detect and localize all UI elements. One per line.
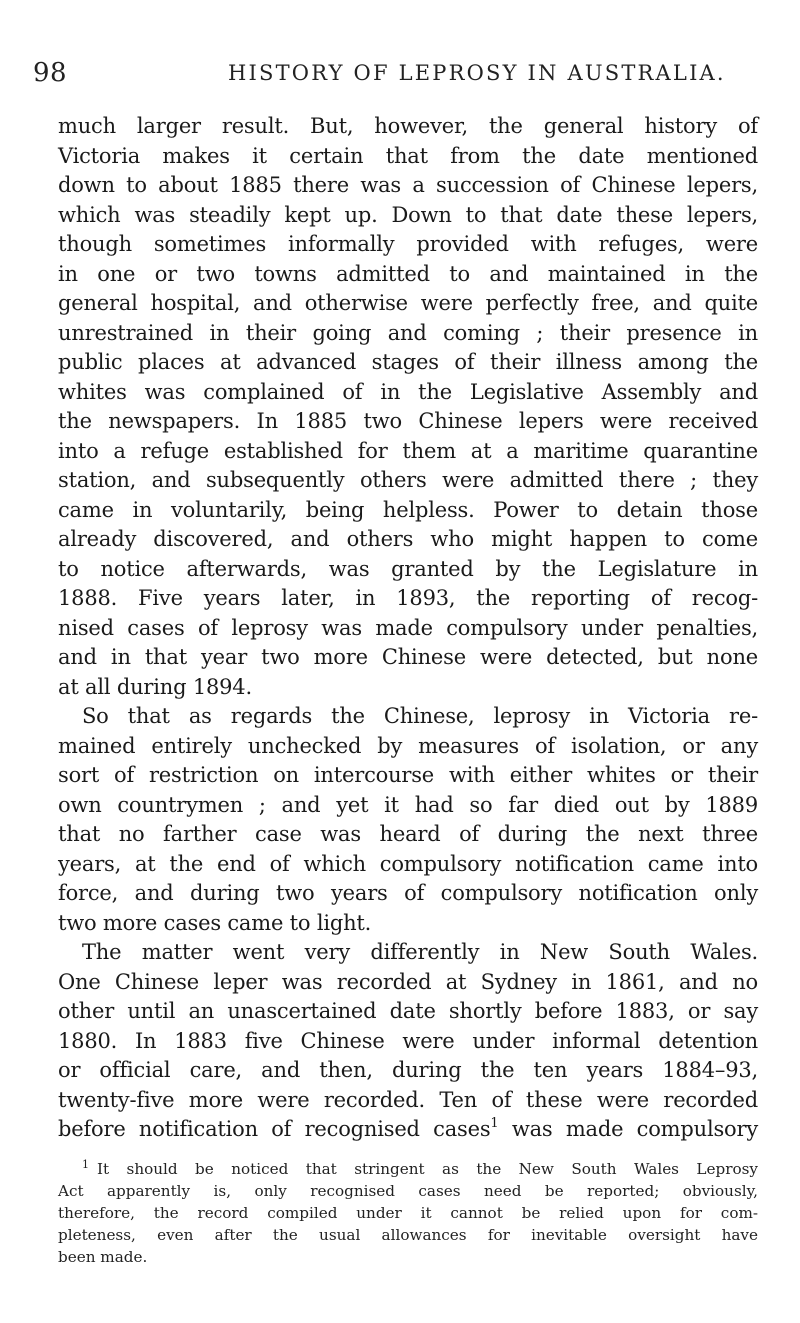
footnote-marker: 1 xyxy=(82,1158,89,1171)
text-line: nised cases of leprosy was made compulsory under penalties, xyxy=(58,615,758,640)
text-line: down to about 1885 there was a succession of Chinese lepers, xyxy=(58,173,758,197)
text-line: The matter went very differently in New South Wales. xyxy=(82,940,758,964)
text-line: which was steadily kept up. Down to that date these lepers, xyxy=(58,202,758,227)
text-line-start: before notification of recognised cases xyxy=(58,1117,491,1141)
footnote-reference[interactable]: 1 xyxy=(490,1116,499,1131)
footnote-line: therefore, the record compiled under it cannot be relied upon for com- xyxy=(58,1204,758,1222)
running-title: HISTORY OF LEPROSY IN AUSTRALIA. xyxy=(228,61,726,85)
text-line: force, and during two years of compulsory notification only xyxy=(58,881,758,905)
text-line: general hospital, and otherwise were perfectly free, and quite xyxy=(58,291,758,315)
text-line: public places at advanced stages of their illness among the xyxy=(58,350,758,374)
text-line: Victoria makes it certain that from the date mentioned xyxy=(58,143,758,168)
text-line: the newspapers. In 1885 two Chinese lepers were received xyxy=(58,409,758,433)
footnote-line: $^1$ It should be noticed that stringent as the New South Wales Leprosy xyxy=(82,1158,758,1178)
text-line: or official care, and then, during the ten years 1884–93, xyxy=(58,1058,758,1082)
running-head xyxy=(33,58,753,98)
text-line: unrestrained in their going and coming ; their presence in xyxy=(58,320,758,345)
text-line: sort of restriction on intercourse with either whites or their xyxy=(58,763,758,787)
text-line: One Chinese leper was recorded at Sydney in 1861, and no xyxy=(58,969,758,994)
footnote xyxy=(58,1158,758,1268)
text-line: already discovered, and others who might happen to come xyxy=(58,527,758,551)
page-number: 98 xyxy=(33,58,68,88)
text-line: station, and subsequently others were admitted there ; they xyxy=(58,468,758,492)
text-line: to notice afterwards, was granted by the Legislature in xyxy=(58,556,758,581)
text-line: 1888. Five years later, in 1893, the reporting of recog- xyxy=(58,586,758,610)
text-line: much larger result. But, however, the general history of xyxy=(58,114,758,138)
text-line: mained entirely unchecked by measures of isolation, or any xyxy=(58,733,758,758)
text-line: into a refuge established for them at a maritime quarantine xyxy=(58,438,758,463)
text-line: though sometimes informally provided with refuges, were xyxy=(58,232,758,256)
text-line: two more cases came to light. xyxy=(58,910,372,935)
text-line: whites was complained of in the Legislative Assembly and xyxy=(58,379,758,404)
text-line: own countrymen ; and yet it had so far died out by 1889 xyxy=(58,792,758,817)
text-line: years, at the end of which compulsory notification came into xyxy=(58,851,758,876)
text-line: that no farther case was heard of during the next three xyxy=(58,822,758,846)
text-line-with-footnote xyxy=(58,1115,758,1145)
footnote-line: Act apparently is, only recognised cases need be reported; obviously, xyxy=(58,1182,758,1200)
text-line: other until an unascertained date shortly before 1883, or say xyxy=(58,999,758,1023)
body-text xyxy=(58,112,758,1145)
text-line: twenty-five more were recorded. Ten of these were recorded xyxy=(58,1087,758,1112)
text-line: So that as regards the Chinese, leprosy in Victoria re- xyxy=(82,704,758,728)
text-line: in one or two towns admitted to and maintained in the xyxy=(58,261,758,286)
text-line-end: was made compulsory xyxy=(511,1117,759,1141)
footnote-line: been made. xyxy=(58,1248,148,1266)
text-line: and in that year two more Chinese were detected, but none xyxy=(58,645,758,669)
footnote-line: pleteness, even after the usual allowances for inevitable oversight have xyxy=(58,1226,758,1244)
text-line: at all during 1894. xyxy=(58,674,252,699)
text-line: 1880. In 1883 five Chinese were under informal detention xyxy=(58,1028,758,1053)
text-line: came in voluntarily, being helpless. Power to detain those xyxy=(58,497,758,522)
